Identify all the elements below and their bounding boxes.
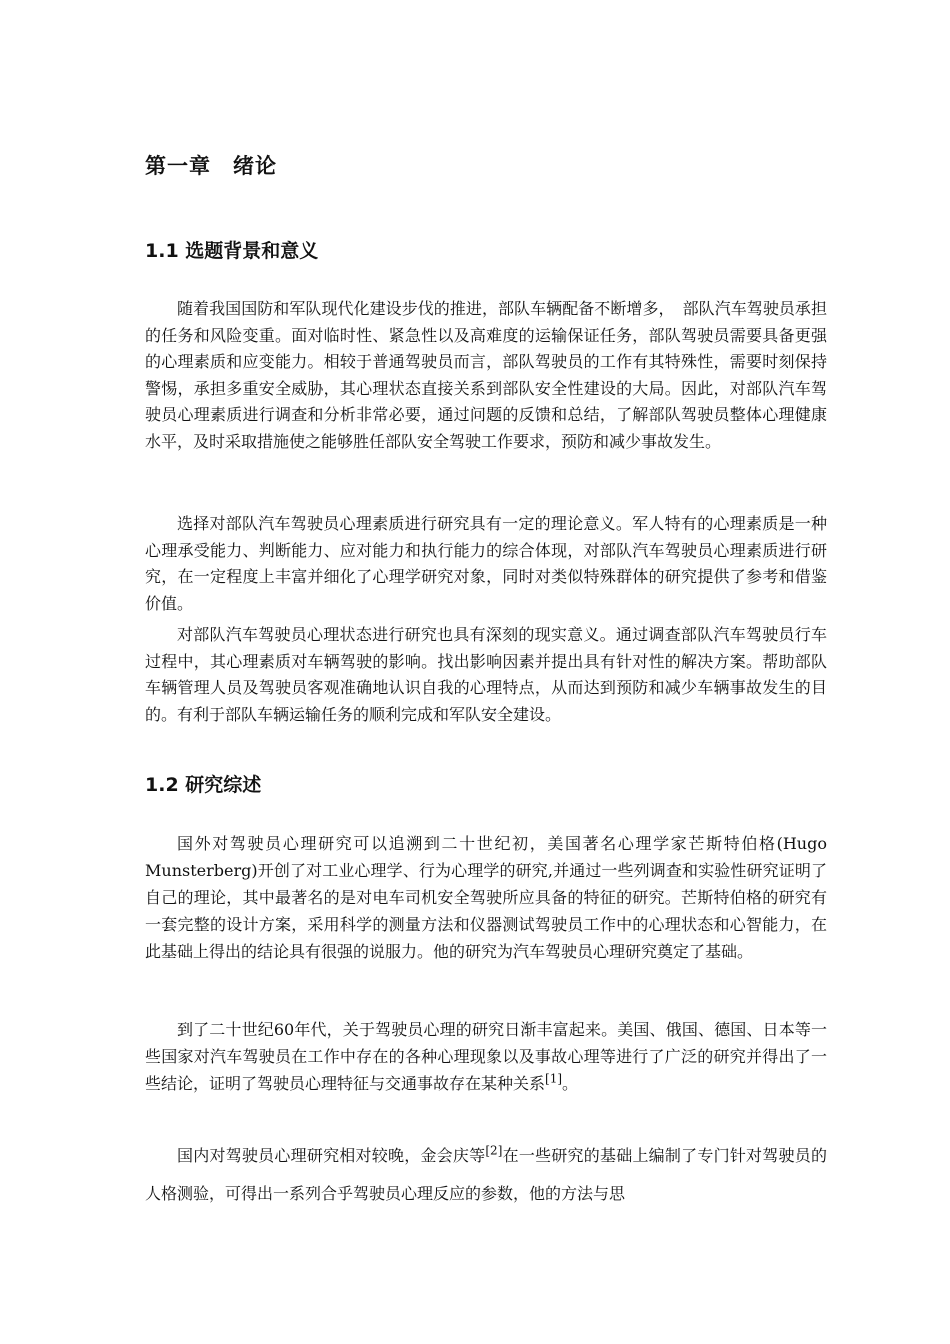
section-title-1-1: 1.1 选题背景和意义	[145, 240, 319, 262]
chapter-title: 第一章 绪论	[145, 154, 277, 178]
paragraph-domestic-text-a: 国内对驾驶员心理研究相对较晚，金会庆等	[177, 1146, 486, 1165]
paragraph-domestic-text-b: 在一些研究的基础上编制了专门针对驾驶员的人格测验，可得出一系列合乎驾驶员心理反应的参数，他的方法与思	[145, 1146, 827, 1203]
paragraph-1960s-text: 到了二十世纪60年代，关于驾驶员心理的研究日渐丰富起来。美国、俄国、德国、日本等一些国家对汽车驾驶员在工作中存在的各种心理现象以及事故心理等进行了广泛的研究并得出了一些结论，证明了驾驶员心理特征与交通事故存在某种关系	[145, 1020, 827, 1093]
paragraph-foreign-research: 国外对驾驶员心理研究可以追溯到二十世纪初，美国著名心理学家芒斯特伯格(Hugo Munsterberg)开创了对工业心理学、行为心理学的研究,并通过一些列调查和实验性研究证明了自己的理论，其中最著名的是对电车司机安全驾驶所应具备的特征的研究。芒斯特伯格的研究有一套完整的设计方案，采用科学的测量方法和仪器测试驾驶员工作中的心理状态和心智能力，在此基础上得出的结论具有很强的说服力。他的研究为汽车驾驶员心理研究奠定了基础。	[145, 834, 827, 961]
section-title-1-2: 1.2 研究综述	[145, 774, 262, 796]
paragraph-background: 随着我国国防和军队现代化建设步伐的推进，部队车辆配备不断增多， 部队汽车驾驶员承担的任务和风险变重。面对临时性、紧急性以及高难度的运输保证任务，部队驾驶员需要具备更强的心理素质和应变能力。相较于普通驾驶员而言，部队驾驶员的工作有其特殊性，需要时刻保持警惕，承担多重安全威胁，其心理状态直接关系到部队安全性建设的大局。因此，对部队汽车驾驶员心理素质进行调查和分析非常必要，通过问题的反馈和总结，了解部队驾驶员整体心理健康水平，及时采取措施使之能够胜任部队安全驾驶工作要求，预防和减少事故发生。	[145, 299, 827, 451]
paragraph-domestic-research	[145, 1137, 827, 1213]
citation-1-tail: 。	[562, 1074, 579, 1093]
paragraph-practical-significance: 对部队汽车驾驶员心理状态进行研究也具有深刻的现实意义。通过调查部队汽车驾驶员行车过程中，其心理素质对车辆驾驶的影响。找出影响因素并提出具有针对性的解决方案。帮助部队车辆管理人员及驾驶员客观准确地认识自我的心理特点，从而达到预防和减少车辆事故发生的目的。有利于部队车辆运输任务的顺利完成和军队安全建设。	[145, 625, 827, 724]
citation-2: [2]	[485, 1143, 503, 1158]
citation-1: [1]	[545, 1071, 563, 1086]
paragraph-theoretical-significance: 选择对部队汽车驾驶员心理素质进行研究具有一定的理论意义。军人特有的心理素质是一种心理承受能力、判断能力、应对能力和执行能力的综合体现，对部队汽车驾驶员心理素质进行研究，在一定程度上丰富并细化了心理学研究对象，同时对类似特殊群体的研究提供了参考和借鉴价值。	[145, 514, 827, 613]
paragraph-1960s-research	[145, 1016, 827, 1097]
